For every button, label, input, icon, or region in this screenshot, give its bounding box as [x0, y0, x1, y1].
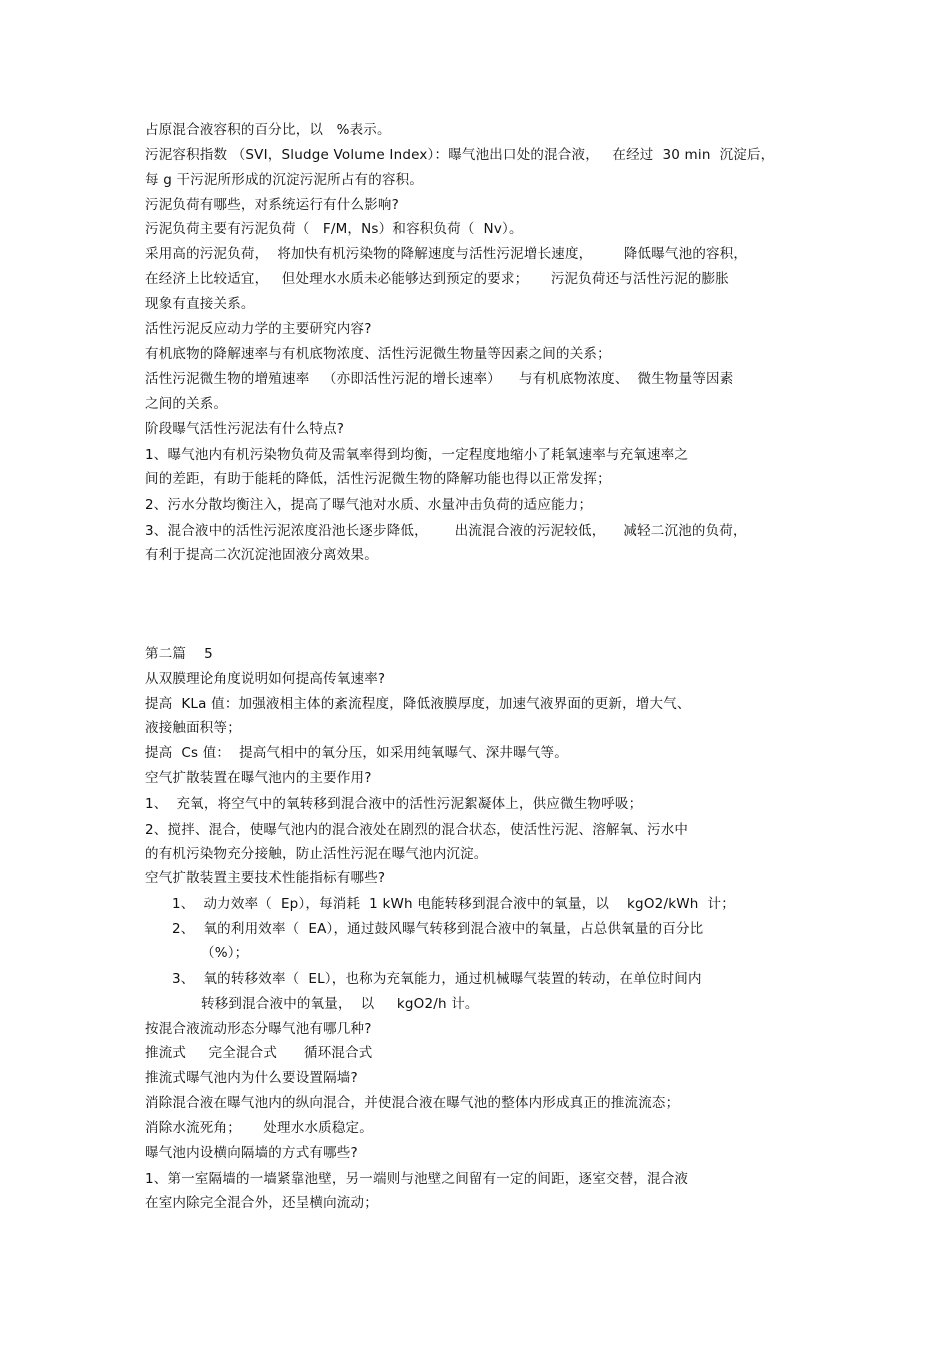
text-line: 消除水流死角； 处理水水质稳定。 [145, 1120, 373, 1136]
question-heading: 按混合液流动形态分曝气池有哪几种? [145, 1021, 372, 1037]
question-heading: 活性污泥反应动力学的主要研究内容? [145, 321, 372, 337]
question-heading: 阶段曝气活性污泥法有什么特点? [145, 421, 345, 437]
text-line: 1、曝气池内有机污染物负荷及需氧率得到均衡，一定程度地缩小了耗氧速率与充氧速率之 [145, 447, 689, 463]
question-heading: 曝气池内设横向隔墙的方式有哪些? [145, 1145, 358, 1161]
text-line: 之间的关系。 [145, 396, 228, 412]
text-line: 有机底物的降解速率与有机底物浓度、活性污泥微生物量等因素之间的关系； [145, 346, 611, 362]
text-line: 提高 KLa 值：加强液相主体的紊流程度，降低液膜厚度，加速气液界面的更新，增大气、 [145, 696, 691, 712]
text-line: 每 g 干污泥所形成的沉淀污泥所占有的容积。 [145, 172, 424, 188]
text-line: 2、搅拌、混合，使曝气池内的混合液处在剧烈的混合状态，使活性污泥、溶解氧、污水中 [145, 822, 689, 838]
question-heading: 从双膜理论角度说明如何提高传氧速率? [145, 671, 386, 687]
text-line: 活性污泥微生物的增殖速率 （亦即活性污泥的增长速率） 与有机底物浓度、 微生物量等因素 [145, 371, 734, 387]
question-heading: 污泥负荷有哪些，对系统运行有什么影响? [145, 197, 399, 213]
text-line: 占原混合液容积的百分比，以 %表示。 [145, 122, 391, 138]
text-line: 推流式 完全混合式 循环混合式 [145, 1045, 373, 1061]
indicator-item: 1、 动力效率（ Ep），每消耗 1 kWh 电能转移到混合液中的氧量，以 kgO2/kWh 计； [172, 896, 735, 912]
indicator-item-continued: 转移到混合液中的氧量， 以 kgO2/h 计。 [201, 996, 479, 1012]
text-line: 消除混合液在曝气池内的纵向混合，并使混合液在曝气池的整体内形成真正的推流流态； [145, 1095, 680, 1111]
text-line: 1、第一室隔墙的一墙紧靠池壁，另一端则与池壁之间留有一定的间距，逐室交替，混合液 [145, 1171, 689, 1187]
text-line: 2、污水分散均衡注入，提高了曝气池对水质、水量冲击负荷的适应能力； [145, 497, 593, 513]
question-heading: 空气扩散装置主要技术性能指标有哪些? [145, 870, 386, 886]
text-line: 有利于提高二次沉淀池固液分离效果。 [145, 547, 378, 563]
text-line: 1、 充氧，将空气中的氧转移到混合液中的活性污泥絮凝体上，供应微生物呼吸； [145, 796, 643, 812]
text-line: 污泥负荷主要有污泥负荷（ F/M，Ns）和容积负荷（ Nv）。 [145, 221, 523, 237]
section-heading: 第二篇 5 [145, 646, 213, 662]
question-heading: 推流式曝气池内为什么要设置隔墙? [145, 1070, 358, 1086]
indicator-item: 3、 氧的转移效率（ EL），也称为充氧能力，通过机械曝气装置的转动，在单位时间内 [172, 971, 702, 987]
text-line: 污泥容积指数 （SVI，Sludge Volume Index）：曝气池出口处的混合液， 在经过 30 min 沉淀后， [145, 147, 775, 163]
text-line: 的有机污染物充分接触，防止活性污泥在曝气池内沉淀。 [145, 846, 488, 862]
text-line: 3、混合液中的活性污泥浓度沿池长逐步降低， 出流混合液的污泥较低， 减轻二沉池的负荷， [145, 523, 747, 539]
indicator-item-continued: （%）； [201, 945, 249, 961]
text-line: 间的差距，有助于能耗的降低，活性污泥微生物的降解功能也得以正常发挥； [145, 471, 611, 487]
text-line: 提高 Cs 值： 提高气相中的氧分压，如采用纯氧曝气、深井曝气等。 [145, 745, 568, 761]
text-line: 采用高的污泥负荷， 将加快有机污染物的降解速度与活性污泥增长速度， 降低曝气池的容积， [145, 246, 748, 262]
text-line: 液接触面积等； [145, 720, 241, 736]
text-line: 在经济上比较适宜， 但处理水水质未必能够达到预定的要求； 污泥负荷还与活性污泥的膨胀 [145, 271, 729, 287]
indicator-item: 2、 氧的利用效率（ EA），通过鼓风曝气转移到混合液中的氧量，占总供氧量的百分比 [172, 921, 704, 937]
text-line: 现象有直接关系。 [145, 296, 255, 312]
question-heading: 空气扩散装置在曝气池内的主要作用? [145, 770, 372, 786]
text-line: 在室内除完全混合外，还呈横向流动； [145, 1195, 378, 1211]
